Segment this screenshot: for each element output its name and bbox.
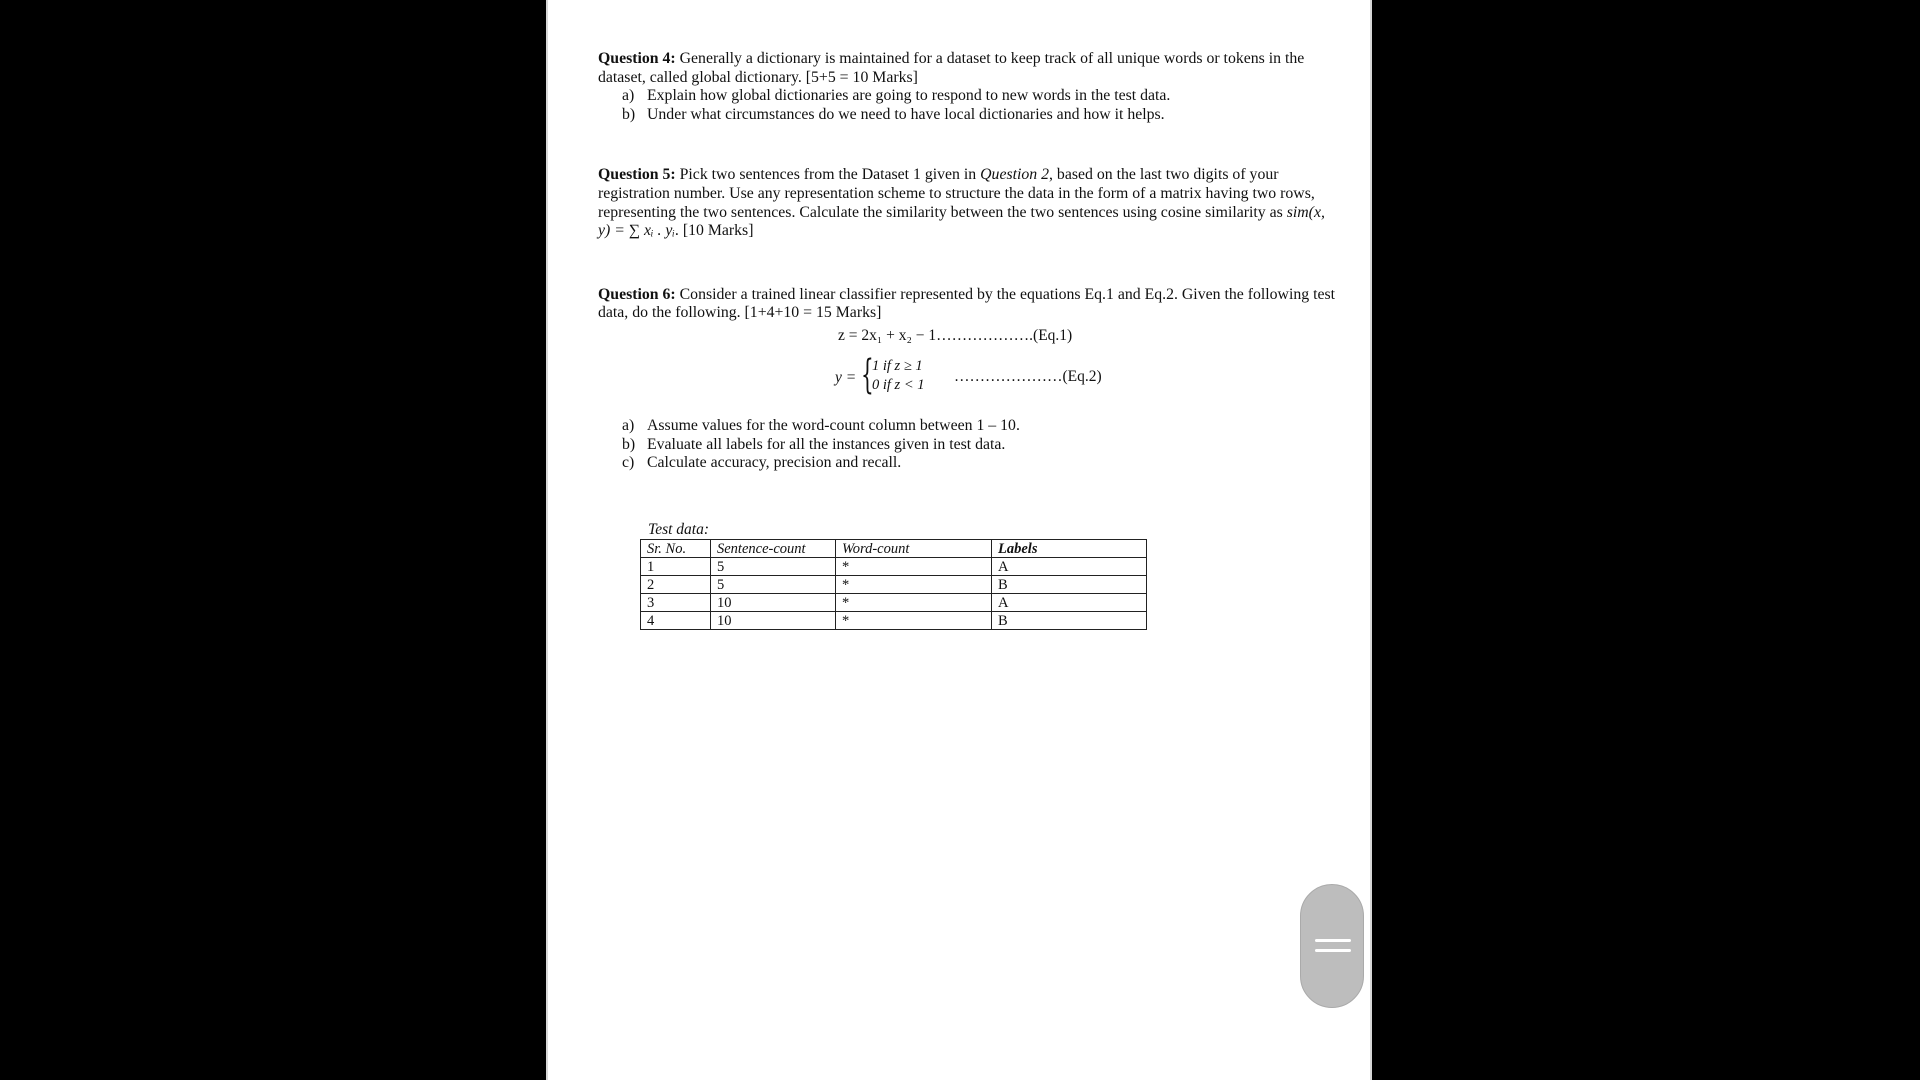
question-4-label: Question 4: bbox=[598, 50, 676, 67]
document-page bbox=[546, 0, 1372, 1080]
question-6-text: Consider a trained linear classifier represented by the equations Eq.1 and Eq.2. Given the following test data, do the following. [1+4+10 = 15 Marks] bbox=[598, 285, 1336, 322]
equation-1: z = 2x₁ + x₂ − 1……………….(Eq.1) bbox=[838, 326, 1073, 344]
header-sentence-count: Sentence-count bbox=[711, 540, 836, 558]
question-4-text: Generally a dictionary is maintained for a dataset to keep track of all unique words or tokens in the dataset, called global dictionary. [5+5 = 10 Marks] bbox=[598, 50, 1305, 86]
question-5-reference: Question 2 bbox=[980, 166, 1050, 184]
question-6-parts bbox=[622, 417, 1338, 473]
brace-icon: { bbox=[861, 351, 874, 398]
question-4-part-a: a) Explain how global dictionaries are going to respond to new words in the test data. bbox=[622, 87, 1171, 105]
question-5-label: Question 5: bbox=[598, 166, 676, 184]
question-6-part-b: b) Evaluate all labels for all the instances given in test data. bbox=[622, 435, 1006, 453]
question-6 bbox=[598, 286, 1338, 323]
equation-2: y = { 1 if z ≥ 1 0 if z < 1 …………………(Eq.2) bbox=[835, 351, 1102, 398]
table-row: 1 5 * A bbox=[641, 558, 1147, 576]
question-4-part-b: b) Under what circumstances do we need to have local dictionaries and how it helps. bbox=[622, 105, 1165, 123]
question-6-part-c: c) Calculate accuracy, precision and recall. bbox=[622, 454, 902, 472]
question-6-label: Question 6: bbox=[598, 285, 676, 303]
question-5: Question 5: Pick two sentences from the Dataset 1 given in Question 2, based on the last two digits of your registration number. Use any representation scheme to structure the data in the form of a matrix having two rows, representing the two sentences. Calculate the similarity between the two sentences using cosine similarity as sim(x, y) = ∑ xᵢ . yᵢ. [10 Marks] bbox=[598, 166, 1325, 240]
test-data-title: Test data: bbox=[648, 520, 710, 538]
question-4 bbox=[598, 50, 1338, 87]
scroll-handle[interactable] bbox=[1300, 884, 1364, 1008]
table-row: 3 10 * A bbox=[641, 594, 1147, 612]
table-row: 4 10 * B bbox=[641, 612, 1147, 630]
question-4-parts bbox=[622, 87, 1338, 124]
cosine-formula: sim(x, y) = ∑ xᵢ . yᵢ bbox=[598, 203, 1325, 240]
table-row: 2 5 * B bbox=[641, 576, 1147, 594]
header-sr-no: Sr. No. bbox=[641, 540, 711, 558]
question-6-part-a: a) Assume values for the word-count column between 1 – 10. bbox=[622, 416, 1020, 434]
header-word-count: Word-count bbox=[836, 540, 992, 558]
header-labels: Labels bbox=[992, 540, 1147, 558]
table-header-row bbox=[641, 540, 1147, 558]
grip-line-icon bbox=[1315, 939, 1351, 942]
grip-line-icon bbox=[1315, 949, 1351, 952]
test-data-table bbox=[640, 539, 1147, 630]
page-content bbox=[598, 50, 1338, 630]
